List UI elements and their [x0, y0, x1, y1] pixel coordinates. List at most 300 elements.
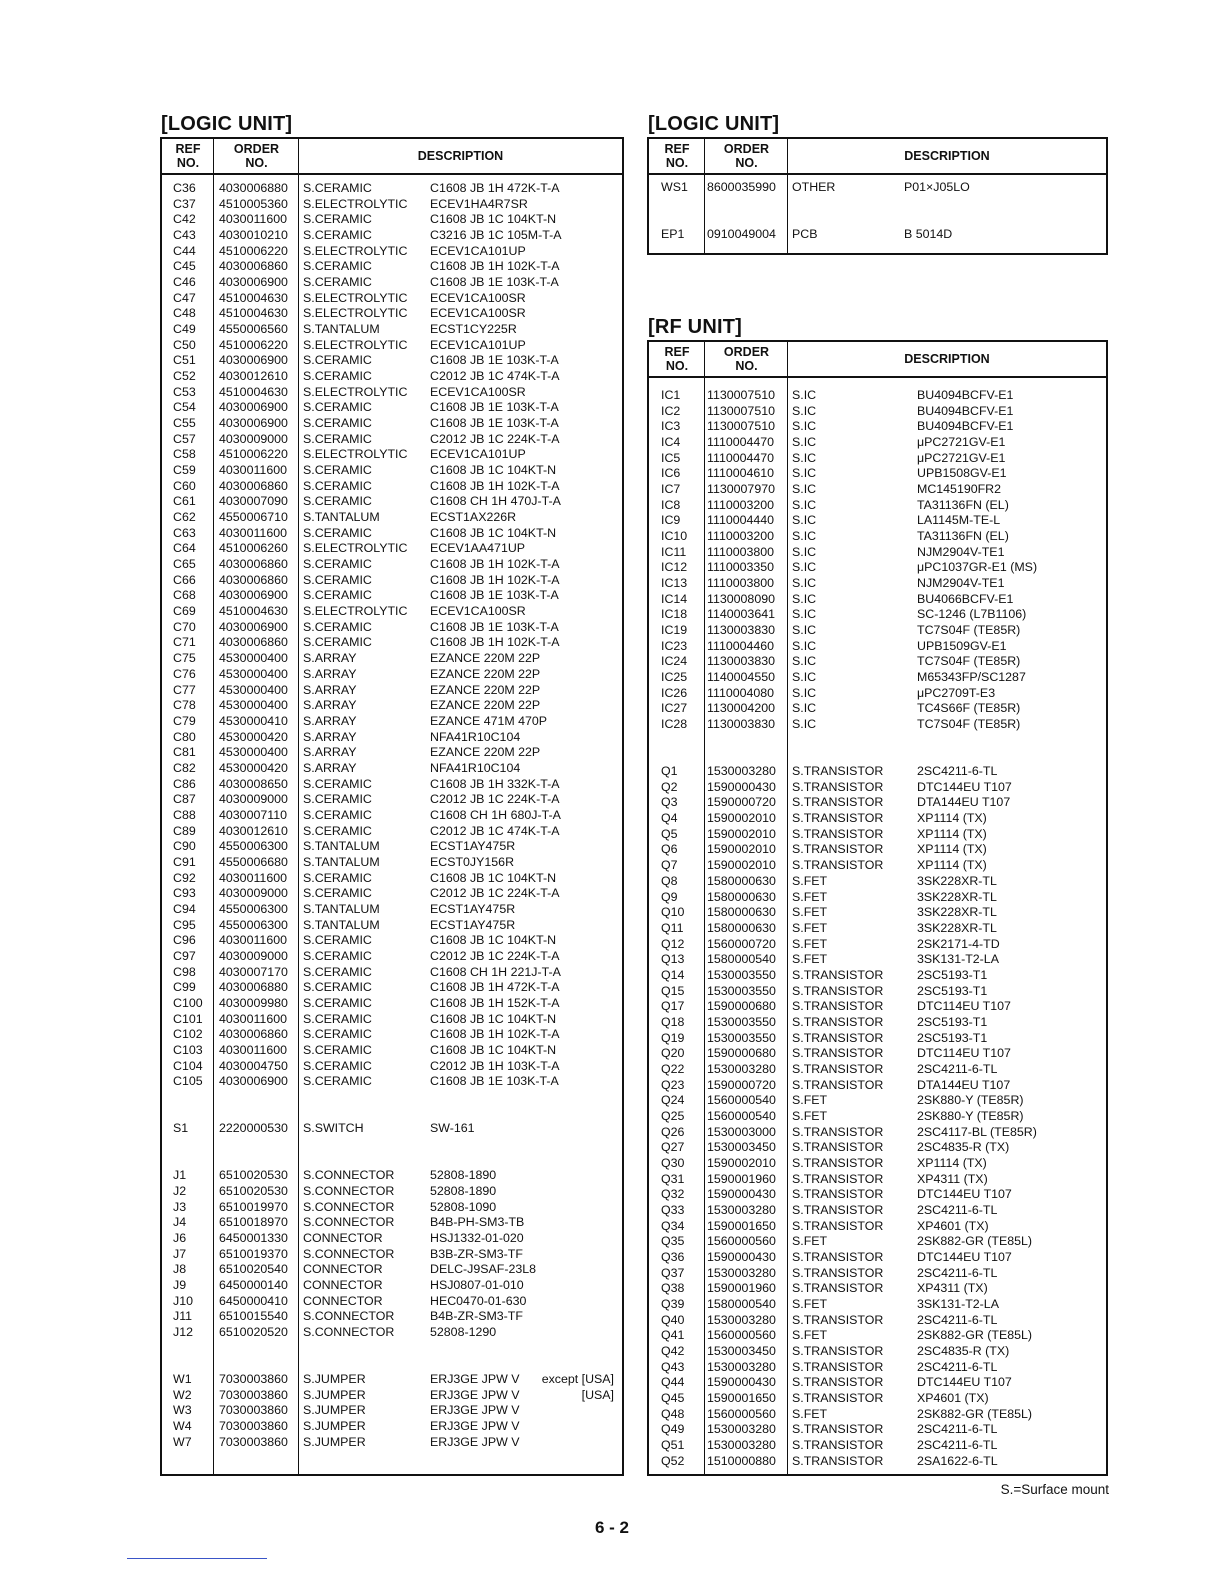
order-no: 1130003830 [707, 654, 775, 669]
ref-no: C60 [173, 478, 196, 493]
table-row [649, 1454, 1106, 1470]
table-row [162, 1372, 622, 1388]
part-type: S.TRANSISTOR [792, 1249, 884, 1264]
ref-no: J3 [173, 1199, 187, 1214]
order-no: 6510020540 [219, 1262, 288, 1277]
part-type: S.ELECTROLYTIC [303, 337, 408, 352]
page-number: 6 - 2 [594, 1518, 630, 1537]
table-row [162, 855, 622, 871]
table-row [649, 937, 1106, 953]
order-no: 4030006900 [219, 400, 288, 415]
ref-no: C68 [173, 588, 196, 603]
table-row [649, 1344, 1106, 1360]
part-type: S.FET [792, 920, 828, 935]
table-row [649, 811, 1106, 827]
table-row [162, 432, 622, 448]
ref-no: Q7 [661, 858, 678, 873]
order-no: 1590001960 [707, 1281, 776, 1296]
table-row [162, 698, 622, 714]
part-spec: C1608 JB 1C 104KT-N [430, 463, 557, 478]
order-no: 1560000560 [707, 1406, 776, 1421]
part-spec: 2SK880-Y (TE85R) [917, 1108, 1024, 1123]
order-no: 1590000430 [707, 1187, 776, 1202]
ref-no: C54 [173, 400, 196, 415]
ref-no: C81 [173, 745, 196, 760]
part-spec: NFA41R10C104 [430, 729, 521, 744]
ref-no: Q27 [661, 1140, 685, 1155]
order-no: 1110003200 [707, 497, 775, 512]
order-no: 1560000540 [707, 1108, 776, 1123]
part-spec: ECST1AY475R [430, 917, 516, 932]
order-no: 4510006220 [219, 337, 288, 352]
order-no: 1590000680 [707, 999, 776, 1014]
table-row [649, 482, 1106, 498]
part-spec: C1608 JB 1H 102K-T-A [430, 1027, 560, 1042]
table-row [162, 212, 622, 228]
table-row [162, 1388, 622, 1404]
part-type: S.CONNECTOR [303, 1309, 395, 1324]
part-spec: C1608 CH 1H 221J-T-A [430, 964, 561, 979]
part-spec: 2SC4211-6-TL [917, 1265, 998, 1280]
order-no: 4550006300 [219, 901, 288, 916]
order-no: 1130007510 [707, 403, 775, 418]
part-type: S.CERAMIC [303, 494, 372, 509]
part-type: S.CERAMIC [303, 995, 372, 1010]
ref-no: C95 [173, 917, 196, 932]
order-no: 4030008650 [219, 776, 288, 791]
part-type: S.CERAMIC [303, 635, 372, 650]
part-spec: HSJ0807-01-010 [430, 1278, 524, 1293]
ref-no: C97 [173, 948, 196, 963]
part-type: S.JUMPER [303, 1419, 366, 1434]
part-type: S.TRANSISTOR [792, 1155, 884, 1170]
part-type: S.IC [792, 654, 817, 669]
order-no: 6510018970 [219, 1215, 288, 1230]
part-type: S.ARRAY [303, 666, 357, 681]
table-row [162, 526, 622, 542]
ref-no: Q36 [661, 1249, 685, 1264]
order-no: 6510020520 [219, 1325, 288, 1340]
part-spec: C2012 JB 1C 224K-T-A [430, 948, 560, 963]
part-type: S.FET [792, 889, 828, 904]
ref-no: C88 [173, 807, 196, 822]
part-spec: DTC144EU T107 [917, 779, 1012, 794]
part-type: S.TRANSISTOR [792, 1202, 884, 1217]
part-type: S.TRANSISTOR [792, 1265, 884, 1280]
part-type: S.IC [792, 670, 817, 685]
part-spec: 3SK228XR-TL [917, 920, 997, 935]
part-spec: M65343FP/SC1287 [917, 670, 1026, 685]
part-type: S.FET [792, 1406, 828, 1421]
part-spec: ERJ3GE JPW V [430, 1372, 520, 1387]
ref-no: C103 [173, 1042, 203, 1057]
order-no: 1530003280 [707, 1312, 776, 1327]
table-row [649, 905, 1106, 921]
part-spec: XP1114 (TX) [917, 811, 987, 826]
part-type: S.CONNECTOR [303, 1199, 395, 1214]
ref-no: Q1 [661, 764, 678, 779]
ref-no: Q3 [661, 795, 678, 810]
order-no: 1580000630 [707, 905, 776, 920]
ref-no: J10 [173, 1293, 193, 1308]
part-spec: C1608 JB 1H 102K-T-A [430, 478, 560, 493]
part-type: S.FET [792, 1328, 828, 1343]
ref-no: C92 [173, 870, 196, 885]
ref-no: C49 [173, 322, 196, 337]
ref-no: C77 [173, 682, 196, 697]
order-no: 4030006900 [219, 1074, 288, 1089]
order-no: 4030010210 [219, 228, 288, 243]
part-type: S.CERAMIC [303, 1058, 372, 1073]
table-row [162, 933, 622, 949]
part-spec: 2SC4211-6-TL [917, 1061, 998, 1076]
order-no: 1530003280 [707, 1438, 776, 1453]
part-type: S.IC [792, 685, 817, 700]
order-no: 1590002010 [707, 842, 776, 857]
table-row-spacer [162, 1106, 622, 1122]
table-row [162, 714, 622, 730]
ref-no: IC3 [661, 419, 681, 434]
part-type: S.TRANSISTOR [792, 1140, 884, 1155]
part-spec: XP4311 (TX) [917, 1171, 988, 1186]
part-type: CONNECTOR [303, 1278, 383, 1293]
part-type: S.CERAMIC [303, 964, 372, 979]
ref-no: C98 [173, 964, 196, 979]
ref-no: IC25 [661, 670, 688, 685]
part-spec: C1608 JB 1C 104KT-N [430, 525, 557, 540]
order-no: 1530003280 [707, 1061, 776, 1076]
part-spec: TC7S04F (TE85R) [917, 623, 1021, 638]
order-no: 4510004630 [219, 290, 288, 305]
part-spec: DTC144EU T107 [917, 1187, 1012, 1202]
table-row [162, 479, 622, 495]
table-row [162, 824, 622, 840]
part-spec: 2SC5193-T1 [917, 967, 988, 982]
table-row [649, 1015, 1106, 1031]
table-row-spacer [162, 1341, 622, 1357]
part-spec: DTC114EU T107 [917, 1046, 1011, 1061]
ref-no: J4 [173, 1215, 187, 1230]
table-row [649, 1266, 1106, 1282]
order-no: 4030009000 [219, 792, 288, 807]
order-no: 1110003200 [707, 529, 775, 544]
part-spec: 2SA1622-6-TL [917, 1453, 998, 1468]
part-spec: μPC1037GR-E1 (MS) [917, 560, 1038, 575]
part-type: S.CONNECTOR [303, 1325, 395, 1340]
part-type: S.CONNECTOR [303, 1184, 395, 1198]
part-type: S.FET [792, 905, 828, 920]
ref-no: Q41 [661, 1328, 685, 1343]
part-spec: EZANCE 220M 22P [430, 651, 541, 666]
order-no: 1130004200 [707, 701, 775, 716]
table-row [649, 1219, 1106, 1235]
part-type: S.IC [792, 466, 817, 481]
order-no: 4510005360 [219, 196, 288, 211]
part-spec: C2012 JB 1H 103K-T-A [430, 1058, 560, 1073]
table-row-spacer [649, 748, 1106, 764]
part-type: S.IC [792, 576, 817, 591]
part-type: S.ELECTROLYTIC [303, 541, 408, 556]
part-spec: HSJ1332-01-020 [430, 1231, 524, 1246]
order-no: 4530000400 [219, 651, 288, 666]
order-no: 7030003860 [219, 1372, 288, 1387]
order-no: 1110003800 [707, 544, 775, 559]
ref-no: Q48 [661, 1406, 685, 1421]
part-spec: HEC0470-01-630 [430, 1293, 527, 1308]
part-spec: C2012 JB 1C 224K-T-A [430, 886, 560, 901]
order-no: 4510004630 [219, 306, 288, 321]
order-no: 1530003450 [707, 1140, 776, 1155]
table-row [162, 385, 622, 401]
table-row [649, 560, 1106, 576]
table-row [649, 227, 1106, 243]
order-no: 1560000560 [707, 1328, 776, 1343]
part-spec: B4B-ZR-SM3-TF [430, 1309, 523, 1324]
table-row [162, 996, 622, 1012]
part-spec: C1608 JB 1E 103K-T-A [430, 619, 559, 634]
part-type: S.CERAMIC [303, 588, 372, 603]
order-no: 6450000140 [219, 1278, 288, 1293]
part-spec: ERJ3GE JPW V [430, 1419, 520, 1434]
order-no: 1140003641 [707, 607, 775, 622]
table-row [162, 573, 622, 589]
table-row [162, 620, 622, 636]
table-row [162, 228, 622, 244]
ref-no: IC5 [661, 450, 681, 465]
ref-no: IC7 [661, 482, 681, 497]
part-spec: C1608 JB 1C 104KT-N [430, 933, 557, 948]
part-type: S.IC [792, 591, 817, 606]
order-no: 4030011600 [219, 1011, 287, 1026]
order-no: 4030011600 [219, 1042, 287, 1057]
table-row [649, 1125, 1106, 1141]
order-no: 4030004750 [219, 1058, 288, 1073]
order-no: 1130007510 [707, 419, 775, 434]
ref-no: Q11 [661, 920, 684, 935]
table-row [649, 654, 1106, 670]
table-row [649, 1062, 1106, 1078]
ref-no: C47 [173, 290, 196, 305]
table-row [162, 761, 622, 777]
ref-no: C80 [173, 729, 196, 744]
part-type: S.TRANSISTOR [792, 999, 884, 1014]
order-no: 1130003830 [707, 623, 775, 638]
table-row [162, 1278, 622, 1294]
ref-no: C96 [173, 933, 196, 948]
ref-no: C48 [173, 306, 196, 321]
part-type: S.ARRAY [303, 698, 357, 713]
part-type: S.TRANSISTOR [792, 1438, 884, 1453]
part-spec: C1608 JB 1E 103K-T-A [430, 275, 559, 290]
part-type: OTHER [792, 180, 836, 194]
order-no: 4030006860 [219, 1027, 288, 1042]
order-no: 4030009000 [219, 886, 288, 901]
table-row [162, 667, 622, 683]
order-no: 1590000430 [707, 779, 776, 794]
ref-no: C61 [173, 494, 196, 509]
part-type: S.FET [792, 873, 828, 888]
table-row [162, 1027, 622, 1043]
part-type: S.TANTALUM [303, 854, 380, 869]
ref-no: J7 [173, 1246, 187, 1261]
table-row-spacer [649, 211, 1106, 227]
part-type: S.TRANSISTOR [792, 983, 884, 998]
ref-no: W3 [173, 1403, 192, 1418]
table-row [649, 607, 1106, 623]
part-spec: DTC114EU T107 [917, 999, 1011, 1014]
part-type: S.TRANSISTOR [792, 1014, 884, 1029]
part-type: S.TRANSISTOR [792, 1343, 884, 1358]
part-spec: LA1145M-TE-L [917, 513, 1001, 528]
table-row [649, 1438, 1106, 1454]
ref-no: C55 [173, 416, 196, 431]
part-spec: P01×J05LO [904, 180, 970, 194]
table-row [162, 1325, 622, 1341]
order-no: 1530003550 [707, 1030, 776, 1045]
order-no: 4030006880 [219, 980, 288, 995]
table-row [649, 1407, 1106, 1423]
part-type: S.CONNECTOR [303, 1168, 395, 1183]
part-type: S.IC [792, 513, 817, 528]
ref-no: C93 [173, 886, 196, 901]
part-spec: ERJ3GE JPW V [430, 1434, 520, 1449]
part-spec: 2SC4211-6-TL [917, 1359, 998, 1374]
ref-no: J9 [173, 1278, 187, 1293]
order-no: 1590002010 [707, 811, 776, 826]
order-no: 4550006680 [219, 854, 288, 869]
part-spec: C1608 JB 1C 104KT-N [430, 870, 557, 885]
table-row [162, 197, 622, 213]
part-type: S.IC [792, 638, 817, 653]
ref-no: Q49 [661, 1422, 685, 1437]
ref-no: C70 [173, 619, 196, 634]
part-type: S.CERAMIC [303, 1027, 372, 1042]
ref-no: Q14 [661, 967, 685, 982]
part-type: S.TRANSISTOR [792, 1218, 884, 1233]
order-no: 1590000430 [707, 1249, 776, 1264]
ref-no: C91 [173, 854, 196, 869]
table-row [162, 291, 622, 307]
ref-no: C82 [173, 760, 196, 775]
table-row [649, 513, 1106, 529]
table-row [162, 1262, 622, 1278]
order-no: 1580000630 [707, 920, 776, 935]
ref-no: IC8 [661, 497, 681, 512]
part-spec: NJM2904V-TE1 [917, 576, 1005, 591]
order-no: 1560000720 [707, 936, 776, 951]
table-row [162, 306, 622, 322]
part-type: S.TRANSISTOR [792, 764, 884, 779]
part-type: S.CERAMIC [303, 572, 372, 587]
order-no: 4030006860 [219, 478, 288, 493]
part-spec: C2012 JB 1C 474K-T-A [430, 369, 560, 384]
ref-no-header: REF NO. [664, 345, 690, 373]
ref-no: C50 [173, 337, 196, 352]
ref-no: C45 [173, 259, 196, 274]
ref-no: Q51 [661, 1438, 685, 1453]
table-row [162, 1168, 622, 1184]
ref-no: C90 [173, 839, 196, 854]
part-type: S.IC [792, 607, 817, 622]
part-type: S.TANTALUM [303, 322, 380, 337]
part-type: S.ARRAY [303, 651, 357, 666]
part-spec: C1608 JB 1E 103K-T-A [430, 353, 559, 368]
part-spec: ERJ3GE JPW V [430, 1403, 520, 1418]
table-row [162, 275, 622, 291]
part-spec: MC145190FR2 [917, 482, 1002, 497]
part-spec: 3SK228XR-TL [917, 889, 997, 904]
part-spec: EZANCE 471M 470P [430, 713, 548, 728]
table-row [649, 1046, 1106, 1062]
table-row [162, 902, 622, 918]
order-no: 6450000410 [219, 1293, 288, 1308]
ref-no: Q40 [661, 1312, 685, 1327]
ref-no: C101 [173, 1011, 203, 1026]
right-top-section-title: [LOGIC UNIT] [648, 113, 780, 135]
rf-table-body [649, 388, 1106, 1469]
ref-no: S1 [173, 1121, 189, 1136]
order-no: 1530003550 [707, 983, 776, 998]
ref-no: WS1 [661, 180, 688, 194]
bottom-rule [127, 1558, 267, 1559]
ref-no: C66 [173, 572, 196, 587]
table-row [162, 1231, 622, 1247]
table-row [162, 447, 622, 463]
part-type: S.ELECTROLYTIC [303, 196, 408, 211]
part-type: S.CERAMIC [303, 431, 372, 446]
ref-no: J1 [173, 1168, 187, 1183]
part-spec: C1608 JB 1E 103K-T-A [430, 416, 559, 431]
table-row-spacer [162, 1090, 622, 1106]
order-no: 4530000410 [219, 713, 288, 728]
part-spec: BU4094BCFV-E1 [917, 419, 1014, 434]
part-spec: 2SC4835-R (TX) [917, 1343, 1010, 1358]
part-spec: C1608 JB 1H 152K-T-A [430, 995, 560, 1010]
part-type: S.TRANSISTOR [792, 1046, 884, 1061]
part-type: S.ELECTROLYTIC [303, 384, 408, 399]
left-table-body [162, 181, 622, 1450]
part-spec: EZANCE 220M 22P [430, 682, 541, 697]
part-type: S.TRANSISTOR [792, 826, 884, 841]
table-row [649, 764, 1106, 780]
part-type: S.ARRAY [303, 729, 357, 744]
table-row-spacer [649, 733, 1106, 749]
part-spec: B4B-PH-SM3-TB [430, 1215, 525, 1230]
ref-no: Q39 [661, 1296, 685, 1311]
order-no: 1530003280 [707, 1359, 776, 1374]
part-type: S.CERAMIC [303, 478, 372, 493]
table-row [649, 498, 1106, 514]
ref-no: C52 [173, 369, 196, 384]
part-spec: C1608 JB 1E 103K-T-A [430, 400, 559, 415]
part-type: S.CERAMIC [303, 400, 372, 415]
part-type: S.IC [792, 529, 817, 544]
ref-no: Q9 [661, 889, 678, 904]
order-no: 1130008090 [707, 591, 775, 606]
part-spec: 2SC5193-T1 [917, 1014, 988, 1029]
ref-no: C76 [173, 666, 196, 681]
ref-no: Q52 [661, 1453, 685, 1468]
part-spec: 52808-1890 [430, 1184, 497, 1198]
ref-no: J2 [173, 1184, 187, 1198]
table-row [649, 827, 1106, 843]
order-no: 4030006900 [219, 619, 288, 634]
part-spec: NFA41R10C104 [430, 760, 521, 775]
ref-no: Q10 [661, 905, 685, 920]
table-row [649, 1109, 1106, 1125]
table-row [649, 1234, 1106, 1250]
ref-no: W7 [173, 1434, 192, 1449]
